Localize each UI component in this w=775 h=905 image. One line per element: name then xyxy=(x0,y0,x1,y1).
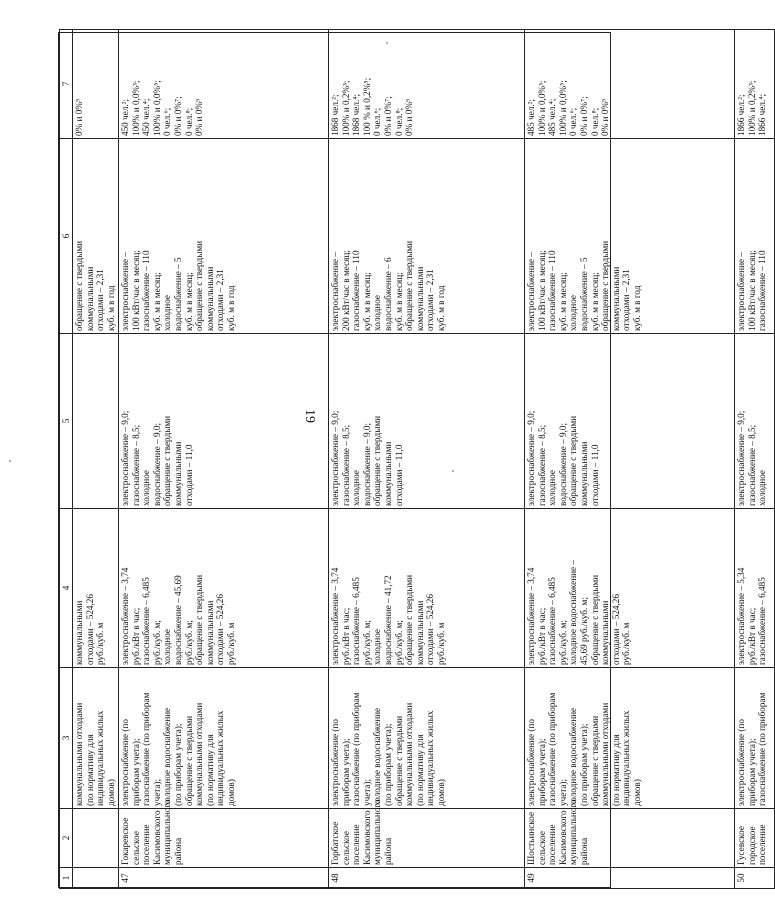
row-number-cell: 47 xyxy=(119,868,329,889)
cell-text-line: 485 чел.²; xyxy=(526,99,536,136)
column-header-1: 1 xyxy=(60,868,73,889)
cell-text-line: электроснабжение – 9,0; xyxy=(120,410,130,506)
cell-text-line: индивидуальных жилых xyxy=(621,710,632,806)
table-row xyxy=(73,30,119,889)
document-table-frame xyxy=(58,32,768,888)
cell-text-line: индивидуальных жилых xyxy=(215,710,226,806)
cell-text-line: сельское xyxy=(130,831,141,865)
cell-text-line: учета); xyxy=(557,778,568,806)
cell-text-line: 100% и 0,2%³; xyxy=(746,80,757,136)
cell-text-line: обращение с твердыми xyxy=(372,415,383,506)
cell-text-line: куб. м в год xyxy=(631,285,642,331)
cell-text-line: приборам учета); xyxy=(746,738,757,806)
tariff-table xyxy=(59,29,775,889)
cell-text-line: газоснабжение (по приборам xyxy=(141,692,152,806)
services-cell xyxy=(525,668,735,809)
cell-text-line: района xyxy=(172,837,183,865)
cell-text-line: водоснабжение – 5 xyxy=(172,257,183,331)
cell-text-line: коммунальными xyxy=(578,441,589,506)
cell-text-line: (по нормативу для xyxy=(84,734,95,806)
table-row xyxy=(329,30,525,889)
cell-text-line: газоснабжение – 6,485 xyxy=(141,577,152,665)
cell-text-line: 1868 чел.⁴; xyxy=(351,93,362,136)
cell-text-line: 0 чел.⁸; xyxy=(183,107,194,136)
municipality-cell xyxy=(119,799,329,868)
cell-text-line: отходами – 2,31 xyxy=(95,269,106,331)
cell-text-line: коммунальными xyxy=(600,600,611,665)
row-number-cell: 50 xyxy=(735,868,775,889)
cell-text-line: коммунальными отходами xyxy=(600,702,611,806)
cell-text-line: холодное водоснабжение xyxy=(568,707,579,806)
cell-text-line: коммунальными xyxy=(74,600,84,665)
cell-text-line: 0% и 0%⁷; xyxy=(578,96,589,136)
services-cell xyxy=(73,668,119,809)
cell-text-line: газоснабжение (по приборам xyxy=(351,692,362,806)
cell-text-line: отходами – 11,0 xyxy=(393,444,404,506)
cell-text-line: газоснабжение – 8,5; xyxy=(340,424,351,506)
row-number-cell xyxy=(73,868,119,889)
cell-text-line: 100% и 0,0%³; xyxy=(536,80,547,136)
table-row xyxy=(525,30,735,889)
cell-text-line: 100 кВт/час в месяц; xyxy=(536,250,547,331)
cell-text-line: газоснабжение – 6,485 xyxy=(547,577,558,665)
cell-text-line: руб./куб. м; xyxy=(393,620,404,665)
cell-text-line: учета); xyxy=(361,778,372,806)
tariffs-cell xyxy=(73,509,119,668)
cell-text-line: 100 % и 0,2%⁵; xyxy=(361,77,372,136)
cell-text-line: руб./кВт в час; xyxy=(130,607,141,665)
cell-text-line: газоснабжение – 8,5; xyxy=(536,424,547,506)
cell-text-line: Касимовского xyxy=(151,810,162,865)
cell-text-line: (по нормативу для xyxy=(204,734,215,806)
cell-text-line: домов) xyxy=(105,779,116,806)
volume-cell xyxy=(525,139,735,334)
cell-text-line: 0% и 0%⁹ xyxy=(600,98,611,136)
cell-text-line: электроснабжение (по xyxy=(120,719,130,806)
cell-text-line: газоснабжение (по приборам xyxy=(547,692,558,806)
cell-text-line: куб. м в год xyxy=(225,285,236,331)
cell-text-line: домов) xyxy=(631,779,642,806)
cell-text-line: холодное xyxy=(372,628,383,665)
cell-text-line: (по приборам учета); xyxy=(172,723,183,806)
scan-speck xyxy=(9,460,11,462)
growth-cell xyxy=(119,334,329,509)
cell-text-line: электроснабжение – xyxy=(330,252,340,331)
cell-text-line: электроснабжение – xyxy=(120,252,130,331)
cell-text-line: 1866 чел.⁴; xyxy=(757,93,768,136)
cell-text-line: куб. м в месяц; xyxy=(393,272,404,331)
cell-text-line: холодное xyxy=(568,294,579,331)
municipality-cell xyxy=(735,809,775,868)
cell-text-line: муниципального xyxy=(372,799,383,865)
cell-text-line: газоснабжение – 110 xyxy=(351,250,362,331)
cell-text-line: холодное водоснабжение – xyxy=(568,559,579,665)
cell-text-line: 1868 чел.²; xyxy=(330,94,340,136)
cell-text-line: 0% и 0%⁹ xyxy=(74,98,84,136)
cell-text-line: холодное xyxy=(757,469,768,506)
cell-text-line: электроснабжение – xyxy=(526,252,536,331)
cell-text-line: обращение с твердыми xyxy=(404,240,415,331)
cell-text-line: водоснабжение – 45,69 xyxy=(172,575,183,665)
cell-text-line: отходами – 11,0 xyxy=(589,444,600,506)
cell-text-line: водоснабжение – 9,0; xyxy=(361,422,372,506)
cell-text-line: куб. м в месяц; xyxy=(183,272,194,331)
column-header-4: 4 xyxy=(60,509,73,668)
cell-text-line: 200 кВт/час в месяц; xyxy=(340,250,351,331)
cell-text-line: сельское xyxy=(536,831,547,865)
cell-text-line: обращение с твердыми xyxy=(183,715,194,806)
cell-text-line: водоснабжение – 9,0; xyxy=(151,422,162,506)
cell-text-line: обращение с твердыми xyxy=(589,574,600,665)
municipality-cell xyxy=(329,799,525,868)
tariffs-cell xyxy=(525,509,735,668)
growth-cell xyxy=(329,334,525,509)
population-share-cell xyxy=(525,30,735,139)
cell-text-line: коммунальными отходами xyxy=(74,702,84,806)
cell-text-line: домов) xyxy=(435,779,446,806)
cell-text-line: руб./куб. м xyxy=(225,622,236,665)
cell-text-line: отходами – 2,31 xyxy=(621,269,632,331)
cell-text-line: (по нормативу для xyxy=(610,734,621,806)
cell-text-line: района xyxy=(382,837,393,865)
row-number-cell: 49 xyxy=(525,868,735,889)
population-share-cell xyxy=(73,30,119,139)
cell-text-line: холодное xyxy=(141,469,152,506)
cell-text-line: руб./куб. м xyxy=(95,622,106,665)
column-number-row xyxy=(60,30,73,889)
cell-text-line: 100% и 0,0%³; xyxy=(130,80,141,136)
cell-text-line: коммунальными xyxy=(414,266,425,331)
cell-text-line: куб. м в год xyxy=(435,285,446,331)
cell-text-line: Гокаревское xyxy=(120,817,130,865)
cell-text-line: электроснабжение – xyxy=(736,252,746,331)
cell-text-line: муниципального xyxy=(162,799,173,865)
cell-text-line: 485 чел.⁴; xyxy=(547,98,558,136)
tariffs-cell xyxy=(735,509,775,668)
cell-text-line: обращение с твердыми xyxy=(393,715,404,806)
cell-text-line: газоснабжение (по приборам xyxy=(757,692,768,806)
cell-text-line: 0 чел.⁸; xyxy=(393,107,404,136)
cell-text-line: газоснабжение – 8,5; xyxy=(746,424,757,506)
cell-text-line: (по приборам учета); xyxy=(382,723,393,806)
cell-text-line: коммунальными xyxy=(84,266,95,331)
cell-text-line: поселение xyxy=(141,824,152,865)
municipality-cell xyxy=(525,799,735,868)
cell-text-line: электроснабжение (по xyxy=(330,719,340,806)
cell-text-line: коммунальными xyxy=(204,600,215,665)
services-cell xyxy=(119,668,329,809)
cell-text-line: 100% и 0,0%⁵; xyxy=(557,80,568,136)
cell-text-line: (по приборам учета); xyxy=(578,723,589,806)
cell-text-line: 100% и 0,0%⁵; xyxy=(151,80,162,136)
cell-text-line: коммунальными xyxy=(610,266,621,331)
cell-text-line: холодное xyxy=(162,294,173,331)
cell-text-line: 0 чел.⁸; xyxy=(589,107,600,136)
cell-text-line: руб./кВт в час; xyxy=(746,607,757,665)
cell-text-line: 450 чел.⁴; xyxy=(141,98,152,136)
cell-text-line: (по нормативу для xyxy=(414,734,425,806)
cell-text-line: индивидуальных жилых xyxy=(425,710,436,806)
row-number-cell: 48 xyxy=(329,868,525,889)
column-header-6: 6 xyxy=(60,139,73,334)
cell-text-line: 0% и 0%⁹ xyxy=(404,98,415,136)
cell-text-line: приборам учета); xyxy=(130,738,141,806)
cell-text-line: 0% и 0%⁹ xyxy=(194,98,205,136)
cell-text-line: 0 чел.⁶; xyxy=(162,107,173,136)
cell-text-line: коммунальными xyxy=(382,441,393,506)
cell-text-line: отходами – 2,31 xyxy=(215,269,226,331)
cell-text-line: 100% и 0,2%³; xyxy=(340,80,351,136)
cell-text-line: Горбатское xyxy=(330,821,340,865)
cell-text-line: руб./куб. м xyxy=(621,622,632,665)
cell-text-line: руб./куб. м; xyxy=(557,620,568,665)
cell-text-line: куб. м в месяц; xyxy=(557,272,568,331)
cell-text-line: обращение с твердыми xyxy=(162,415,173,506)
population-share-cell xyxy=(119,30,329,139)
cell-text-line: руб./куб. м; xyxy=(361,620,372,665)
cell-text-line: обращение с твердыми xyxy=(74,240,84,331)
cell-text-line: приборам учета); xyxy=(536,738,547,806)
cell-text-line: холодное xyxy=(372,294,383,331)
cell-text-line: газоснабжение – 8,5; xyxy=(130,424,141,506)
growth-cell xyxy=(525,334,735,509)
cell-text-line: Гусевское xyxy=(736,826,746,865)
cell-text-line: отходами – 524,26 xyxy=(610,594,621,665)
cell-text-line: холодное водоснабжение xyxy=(372,707,383,806)
tariffs-cell xyxy=(119,509,329,668)
cell-text-line: электроснабжение – 5,34 xyxy=(736,567,746,665)
cell-text-line: холодное водоснабжение xyxy=(162,707,173,806)
cell-text-line: газоснабжение – 110 xyxy=(141,250,152,331)
cell-text-line: приборам учета); xyxy=(340,738,351,806)
cell-text-line: Шостьинское xyxy=(526,811,536,865)
table-body xyxy=(73,30,775,889)
cell-text-line: отходами – 11,0 xyxy=(183,444,194,506)
cell-text-line: 45,69 руб./куб. м; xyxy=(578,597,589,665)
cell-text-line: поселение xyxy=(547,824,558,865)
cell-text-line: коммунальными xyxy=(172,441,183,506)
cell-text-line: электроснабжение – 3,74 xyxy=(120,567,130,665)
cell-text-line: холодное xyxy=(547,469,558,506)
table-row xyxy=(735,30,775,889)
population-share-cell xyxy=(735,30,775,139)
cell-text-line: газоснабжение – 6,485 xyxy=(351,577,362,665)
scan-speck xyxy=(386,42,388,44)
cell-text-line: обращение с твердыми xyxy=(194,574,205,665)
cell-text-line: коммунальными xyxy=(414,600,425,665)
column-header-7: 7 xyxy=(60,30,73,139)
cell-text-line: отходами – 524,26 xyxy=(215,594,226,665)
cell-text-line: газоснабжение – 110 xyxy=(547,250,558,331)
cell-text-line: электроснабжение – 9,0; xyxy=(526,410,536,506)
cell-text-line: 100 кВт/час в месяц; xyxy=(130,250,141,331)
cell-text-line: руб./кВт в час; xyxy=(536,607,547,665)
page-number: 19 xyxy=(302,409,317,423)
cell-text-line: руб./кВт в час; xyxy=(340,607,351,665)
cell-text-line: газоснабжение – 6,485 xyxy=(757,577,768,665)
services-cell xyxy=(329,668,525,809)
cell-text-line: холодное xyxy=(162,628,173,665)
cell-text-line: коммунальными xyxy=(204,266,215,331)
cell-text-line: водоснабжение – 41,72 xyxy=(382,575,393,665)
cell-text-line: 0 чел.⁶; xyxy=(372,107,383,136)
cell-text-line: учета); xyxy=(151,778,162,806)
cell-text-line: водоснабжение – 9,0; xyxy=(557,422,568,506)
growth-cell xyxy=(73,334,119,509)
volume-cell xyxy=(735,139,775,334)
cell-text-line: обращение с твердыми xyxy=(600,240,611,331)
volume-cell xyxy=(329,139,525,334)
cell-text-line: водоснабжение – 5 xyxy=(578,257,589,331)
rotated-table-container xyxy=(59,33,768,889)
cell-text-line: 0% и 0%⁷; xyxy=(172,96,183,136)
cell-text-line: Касимовского xyxy=(557,810,568,865)
cell-text-line: 0% и 0%⁷; xyxy=(382,96,393,136)
cell-text-line: водоснабжение – 6 xyxy=(382,257,393,331)
cell-text-line: 1866 чел.²; xyxy=(736,94,746,136)
cell-text-line: поселение xyxy=(351,824,362,865)
cell-text-line: отходами – 524,26 xyxy=(425,594,436,665)
cell-text-line: электроснабжение – 3,74 xyxy=(526,567,536,665)
cell-text-line: обращение с твердыми xyxy=(589,715,600,806)
volume-cell xyxy=(119,139,329,334)
cell-text-line: электроснабжение – 3,74 xyxy=(330,567,340,665)
cell-text-line: Касимовского xyxy=(361,810,372,865)
cell-text-line: обращение с твердыми xyxy=(194,240,205,331)
scan-speck xyxy=(452,470,454,472)
cell-text-line: индивидуальных жилых xyxy=(95,710,106,806)
cell-text-line: куб. м в месяц; xyxy=(589,272,600,331)
volume-cell xyxy=(73,139,119,334)
cell-text-line: электроснабжение (по xyxy=(526,719,536,806)
cell-text-line: обращение с твердыми xyxy=(404,574,415,665)
cell-text-line: коммунальными отходами xyxy=(404,702,415,806)
column-header-5: 5 xyxy=(60,334,73,509)
column-header-2: 2 xyxy=(60,809,73,868)
cell-text-line: отходами – 2,31 xyxy=(425,269,436,331)
population-share-cell xyxy=(329,30,525,139)
cell-text-line: коммунальными отходами xyxy=(194,702,205,806)
tariffs-cell xyxy=(329,509,525,668)
cell-text-line: электроснабжение (по xyxy=(736,719,746,806)
cell-text-line: куб. м в год xyxy=(105,285,116,331)
cell-text-line: руб./куб. м; xyxy=(151,620,162,665)
services-cell xyxy=(735,668,775,809)
cell-text-line: муниципального xyxy=(568,799,579,865)
cell-text-line: 450 чел.²; xyxy=(120,99,130,136)
cell-text-line: отходами – 524,26 xyxy=(84,594,95,665)
cell-text-line: руб./куб. м; xyxy=(183,620,194,665)
cell-text-line: электроснабжение – 9,0; xyxy=(736,410,746,506)
cell-text-line: куб. м в месяц; xyxy=(151,272,162,331)
cell-text-line: 0 чел.⁶; xyxy=(568,107,579,136)
cell-text-line: электроснабжение – 9,0; xyxy=(330,410,340,506)
cell-text-line: района xyxy=(578,837,589,865)
cell-text-line: обращение с твердыми xyxy=(568,415,579,506)
growth-cell xyxy=(735,334,775,509)
cell-text-line: сельское xyxy=(340,831,351,865)
table-row xyxy=(119,30,329,889)
municipality-cell xyxy=(73,809,119,868)
cell-text-line: домов) xyxy=(225,779,236,806)
cell-text-line: холодное xyxy=(351,469,362,506)
cell-text-line: руб./куб. м xyxy=(435,622,446,665)
cell-text-line: 100 кВт/час в месяц; xyxy=(746,250,757,331)
cell-text-line: городское xyxy=(746,826,757,865)
column-header-3: 3 xyxy=(60,668,73,809)
cell-text-line: газоснабжение – 110 xyxy=(757,250,768,331)
cell-text-line: поселение xyxy=(757,824,768,865)
cell-text-line: куб. м в месяц; xyxy=(361,272,372,331)
